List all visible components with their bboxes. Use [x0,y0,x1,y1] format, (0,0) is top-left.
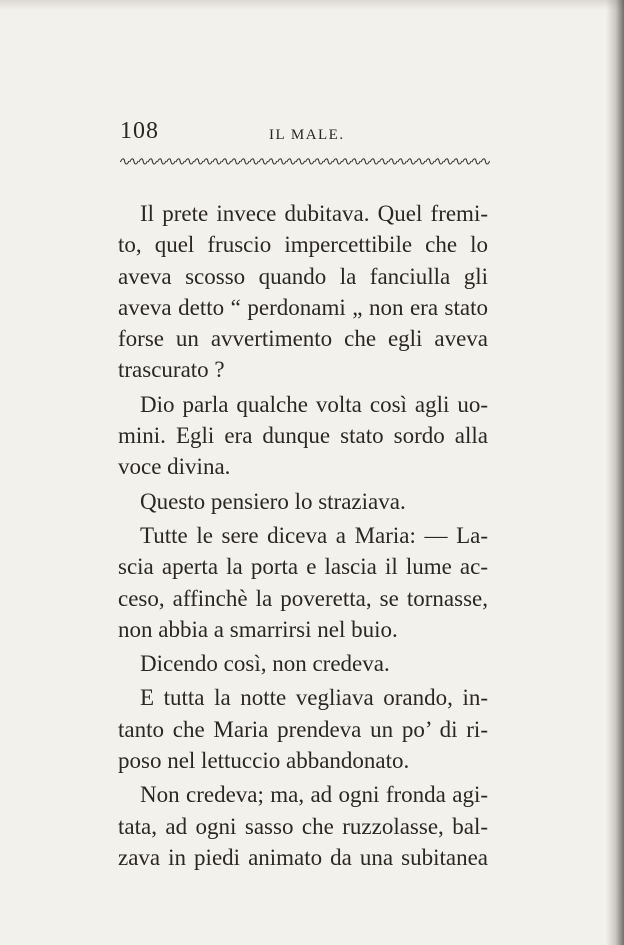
ornament-scroll [296,159,304,164]
ornament-scroll [417,159,425,164]
ornament-scroll [472,159,480,164]
paragraph [118,520,488,645]
ornament-scroll [195,159,203,164]
paragraph [118,682,488,776]
page-edge-shadow-top [0,0,624,10]
ornament-scroll [213,159,221,164]
ornament-scroll [435,159,443,164]
text-line: E tutta la notte vegliava orando, in- [140,685,488,711]
page-number: 108 [120,118,159,144]
ornamental-rule [120,157,490,167]
ornament-scroll [444,159,452,164]
ornament-scroll [389,159,397,164]
paragraph [118,486,488,517]
ornament-scroll [343,159,351,164]
ornament-scroll [407,159,415,164]
ornament-scroll [361,159,369,164]
text-line: trascurato ? [118,357,225,383]
ornament-scroll [259,159,267,164]
ornament-scroll [148,159,156,164]
text-line: tata, ad ogni sasso che ruzzolasse, bal- [118,813,488,839]
ornament-scroll [185,159,193,164]
ornament-scroll [158,159,166,164]
ornament-scroll [204,159,212,164]
text-line: ceso, affinchè la poveretta, se tornasse, [118,585,488,611]
paragraph [118,389,488,483]
ornament-scroll [454,159,462,164]
paragraph [118,198,488,386]
text-line: aveva scosso quando la fanciulla gli [118,263,488,289]
text-line: non abbia a smarrirsi nel buio. [118,616,398,642]
ornament-scroll [269,159,277,164]
text-line: aveva detto “ perdonami „ non era stato [118,294,488,320]
ornament-scroll [232,159,240,164]
ornament-scroll [139,159,147,164]
ornament-scroll [333,159,341,164]
ornament-scroll [121,159,129,164]
ornament-scroll [380,159,388,164]
text-line: voce divina. [118,454,231,480]
ornament-scroll [481,159,489,164]
text-line: to, quel fruscio impercettibile che lo [118,232,488,258]
text-line: Dicendo così, non credeva. [140,651,390,677]
text-line: Tutte le sere diceva a Maria: — La- [140,522,488,548]
ornament-scroll [250,159,258,164]
text-line: Il prete invece dubitava. Quel fremi- [140,201,488,226]
text-line: Dio parla qualche volta così agli uo- [140,391,488,417]
ornament-scroll [167,159,175,164]
ornament-scroll [306,159,314,164]
text-line: forse un avvertimento che egli aveva [118,326,488,352]
running-header [120,118,490,148]
ornament-scroll [426,159,434,164]
running-title: IL MALE. [269,127,345,143]
ornament-scroll [241,159,249,164]
ornament-scroll [130,159,138,164]
ornament-scroll [398,159,406,164]
text-line: mini. Egli era dunque stato sordo alla [118,423,488,449]
paragraph [118,648,488,679]
ornament-scroll [315,159,323,164]
ornament-scroll [352,159,360,164]
text-line: Non credeva; ma, ad ogni fronda agi- [140,782,488,808]
page-edge-shadow-right [606,0,624,945]
ornament-scroll [222,159,230,164]
text-line: Questo pensiero lo straziava. [140,488,406,514]
text-line: scia aperta la porta e lascia il lume ac- [118,554,488,580]
body-text [118,198,488,873]
ornament-scroll [463,159,471,164]
text-line: tanto che Maria prendeva un po’ di ri- [118,716,488,742]
ornament-scroll [176,159,184,164]
ornament-scroll [324,159,332,164]
text-line: zava in piedi animato da una subitanea [118,844,488,870]
ornament-scroll [278,159,286,164]
ornament-scroll [370,159,378,164]
text-line: poso nel lettuccio abbandonato. [118,748,410,774]
ornament-scroll [287,159,295,164]
paragraph [118,779,488,873]
